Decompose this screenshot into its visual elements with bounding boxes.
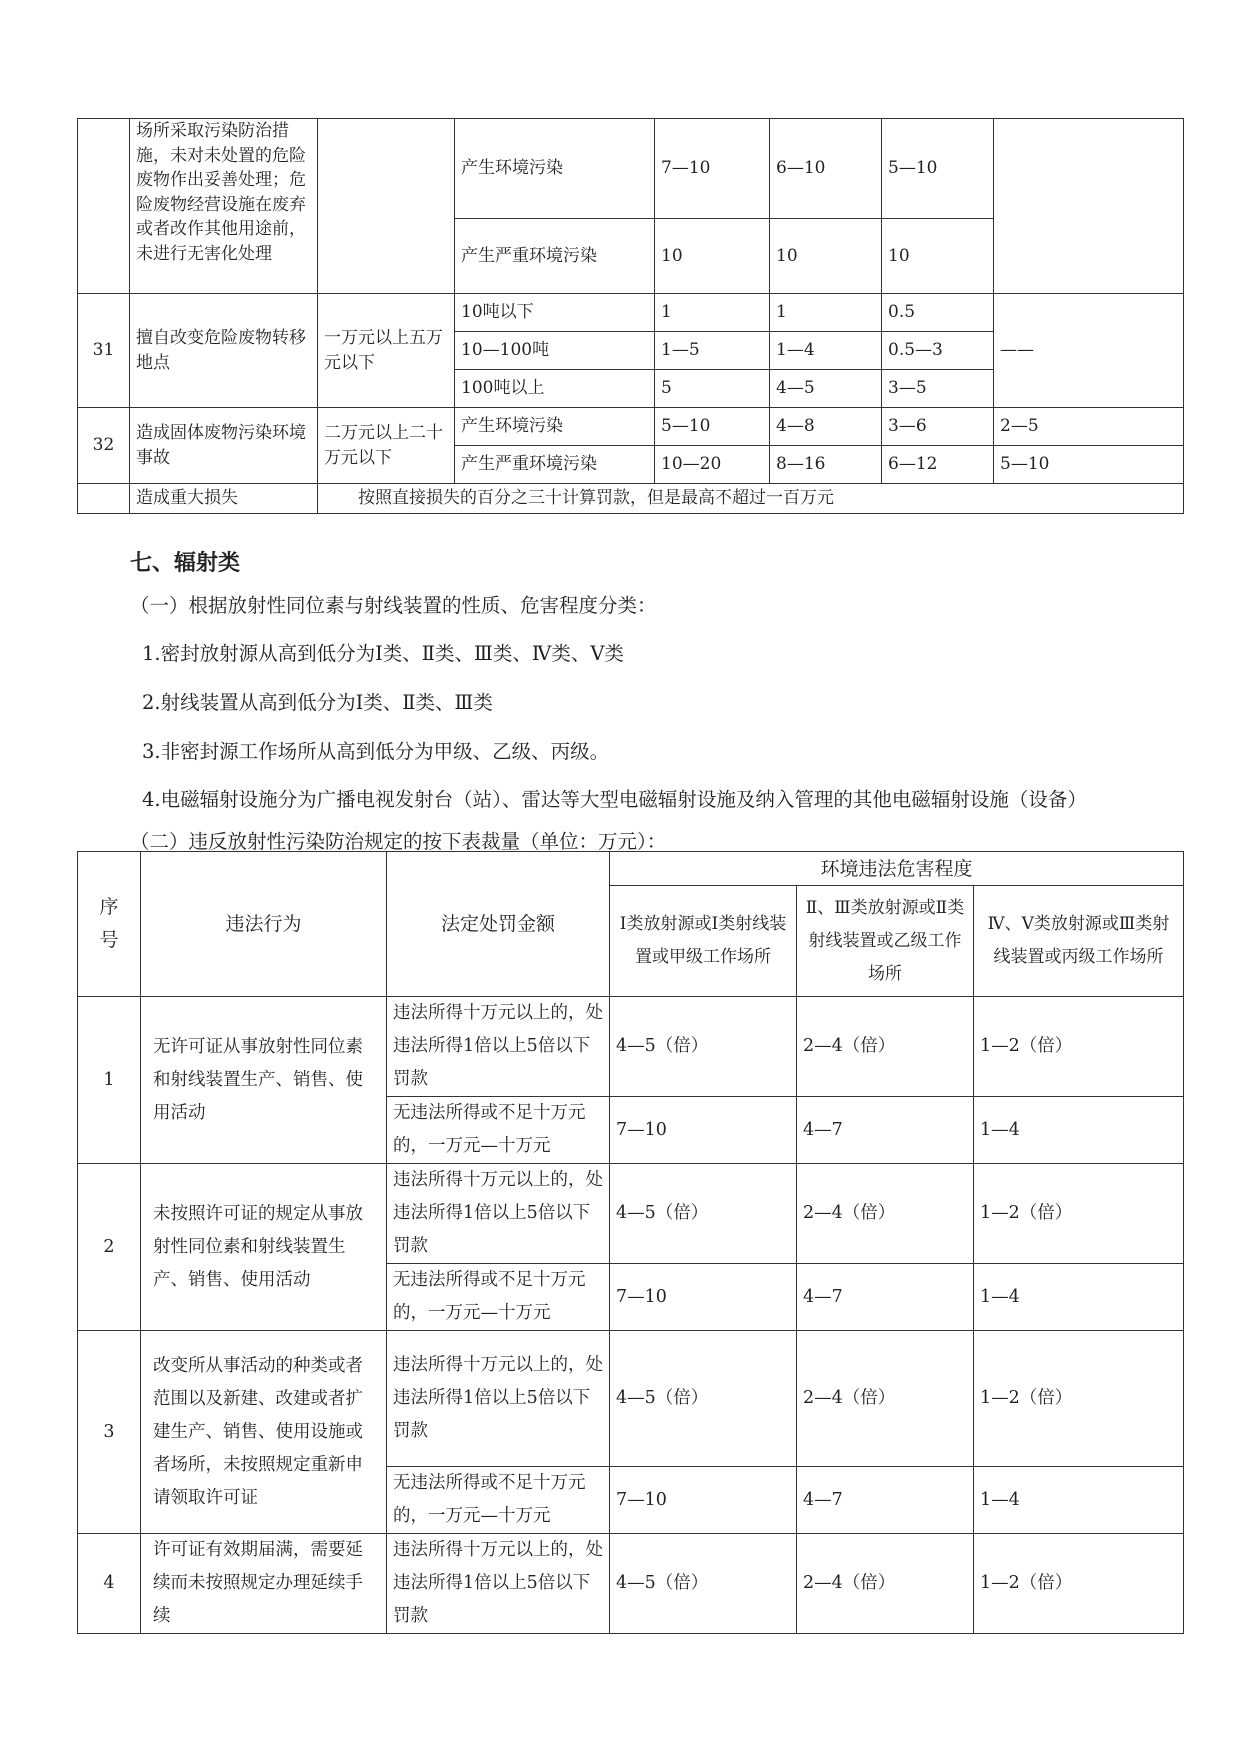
amount-cell: [318, 119, 455, 294]
classification-item: 4.电磁辐射设施分为广播电视发射台（站）、雷达等大型电磁辐射设施及纳入管理的其他电磁辐射设施（设备）: [142, 788, 1087, 811]
value-cell: 1—4: [974, 1264, 1184, 1331]
value-cell: 7—10: [610, 1264, 797, 1331]
value-cell: 7—10: [610, 1467, 797, 1534]
value-cell: 4—5（倍）: [610, 1331, 797, 1467]
condition-cell: 10—100吨: [455, 332, 655, 370]
value-cell: 0.5: [882, 294, 994, 332]
row-number-cell: 2: [78, 1164, 141, 1331]
header-behavior: 违法行为: [141, 852, 387, 997]
value-cell: 10: [655, 219, 770, 294]
row-number-cell: 31: [78, 294, 130, 408]
behavior-cell: 无许可证从事放射性同位素和射线装置生产、销售、使用活动: [141, 997, 387, 1164]
value-cell: 1: [655, 294, 770, 332]
classification-item: 2.射线装置从高到低分为Ⅰ类、Ⅱ类、Ⅲ类: [142, 691, 493, 714]
value-cell: 3—5: [882, 370, 994, 408]
empty-cell: [994, 119, 1184, 294]
value-cell: 4—5（倍）: [610, 997, 797, 1097]
value-cell: 1—4: [974, 1467, 1184, 1534]
value-cell: 1—2（倍）: [974, 1534, 1184, 1634]
header-num: 序号: [78, 852, 141, 997]
table-intro: （二）违反放射性污染防治规定的按下表裁量（单位：万元）：: [130, 830, 667, 853]
table-row: [78, 1331, 1184, 1467]
table-row: [78, 997, 1184, 1097]
table-row: [78, 119, 1184, 219]
amount-cell: 违法所得十万元以上的，处违法所得1倍以上5倍以下罚款: [387, 1534, 610, 1634]
table-header-row: [78, 852, 1184, 886]
row-number-cell: [78, 484, 130, 514]
behavior-cell: 场所采取污染防治措施，未对未处置的危险废物作出妥善处理；危险废物经营设施在废弃或者改作其他用途前，未进行无害化处理: [130, 119, 318, 294]
behavior-cell: 擅自改变危险废物转移地点: [130, 294, 318, 408]
condition-cell: 产生严重环境污染: [455, 446, 655, 484]
solid-waste-penalty-table: [77, 118, 1184, 514]
condition-cell: 产生环境污染: [455, 408, 655, 446]
behavior-cell: 未按照许可证的规定从事放射性同位素和射线装置生产、销售、使用活动: [141, 1164, 387, 1331]
value-cell: 1—4: [770, 332, 882, 370]
classification-intro: （一）根据放射性同位素与射线装置的性质、危害程度分类：: [130, 594, 657, 617]
value-cell: 6—12: [882, 446, 994, 484]
amount-cell: 二万元以上二十万元以下: [318, 408, 455, 484]
table-row: [78, 294, 1184, 332]
value-cell: 0.5—3: [882, 332, 994, 370]
value-cell: 2—4（倍）: [797, 1164, 974, 1264]
behavior-cell: 改变所从事活动的种类或者范围以及新建、改建或者扩建生产、销售、使用设施或者场所，未按照规定重新申请领取许可证: [141, 1331, 387, 1534]
header-col1: Ⅰ类放射源或Ⅰ类射线装置或甲级工作场所: [610, 886, 797, 997]
table-row: [78, 408, 1184, 446]
value-cell: 1—2（倍）: [974, 997, 1184, 1097]
value-cell: 7—10: [610, 1097, 797, 1164]
value-cell: 10—20: [655, 446, 770, 484]
value-cell: 4—8: [770, 408, 882, 446]
amount-cell: 一万元以上五万元以下: [318, 294, 455, 408]
value-cell: 4—7: [797, 1264, 974, 1331]
value-cell: 6—10: [770, 119, 882, 219]
value-cell: 5: [655, 370, 770, 408]
value-cell: 2—5: [994, 408, 1184, 446]
value-cell: 5—10: [655, 408, 770, 446]
value-cell: 10: [770, 219, 882, 294]
condition-cell: 10吨以下: [455, 294, 655, 332]
classification-item: 3.非密封源工作场所从高到低分为甲级、乙级、丙级。: [142, 740, 610, 763]
header-amount: 法定处罚金额: [387, 852, 610, 997]
table-row: [78, 1534, 1184, 1634]
amount-cell: 违法所得十万元以上的，处违法所得1倍以上5倍以下罚款: [387, 1331, 610, 1467]
header-degree: 环境违法危害程度: [610, 852, 1184, 886]
behavior-cell: 造成固体废物污染环境事故: [130, 408, 318, 484]
value-cell: 5—10: [882, 119, 994, 219]
behavior-cell: 许可证有效期届满，需要延续而未按照规定办理延续手续: [141, 1534, 387, 1634]
value-cell: 1: [770, 294, 882, 332]
value-cell: 1—5: [655, 332, 770, 370]
value-cell: 3—6: [882, 408, 994, 446]
value-cell: 10: [882, 219, 994, 294]
value-cell: 1—4: [974, 1097, 1184, 1164]
value-cell: 2—4（倍）: [797, 1331, 974, 1467]
classification-item: 1.密封放射源从高到低分为Ⅰ类、Ⅱ类、Ⅲ类、Ⅳ类、Ⅴ类: [142, 642, 624, 665]
value-cell: 1—2（倍）: [974, 1331, 1184, 1467]
amount-cell: 违法所得十万元以上的，处违法所得1倍以上5倍以下罚款: [387, 997, 610, 1097]
section-heading: 七、辐射类: [130, 551, 241, 576]
row-number-cell: 3: [78, 1331, 141, 1534]
condition-cell: 100吨以上: [455, 370, 655, 408]
value-cell: 5—10: [994, 446, 1184, 484]
amount-cell: 无违法所得或不足十万元的，一万元—十万元: [387, 1264, 610, 1331]
table-row: [78, 1164, 1184, 1264]
radiation-penalty-table: [77, 851, 1184, 1634]
row-number-cell: 32: [78, 408, 130, 484]
penalty-note-cell: 按照直接损失的百分之三十计算罚款，但是最高不超过一百万元: [318, 484, 1184, 514]
header-col3: Ⅳ、Ⅴ类放射源或Ⅲ类射线装置或丙级工作场所: [974, 886, 1184, 997]
value-cell: ——: [994, 294, 1184, 408]
value-cell: 2—4（倍）: [797, 997, 974, 1097]
value-cell: 7—10: [655, 119, 770, 219]
condition-cell: 产生环境污染: [455, 119, 655, 219]
value-cell: 4—5（倍）: [610, 1534, 797, 1634]
value-cell: 4—5: [770, 370, 882, 408]
condition-cell: 产生严重环境污染: [455, 219, 655, 294]
value-cell: 1—2（倍）: [974, 1164, 1184, 1264]
value-cell: 4—7: [797, 1467, 974, 1534]
value-cell: 4—7: [797, 1097, 974, 1164]
value-cell: 2—4（倍）: [797, 1534, 974, 1634]
table-row: [78, 484, 1184, 514]
row-number-cell: [78, 119, 130, 294]
row-number-cell: 4: [78, 1534, 141, 1634]
value-cell: 4—5（倍）: [610, 1164, 797, 1264]
row-number-cell: 1: [78, 997, 141, 1164]
value-cell: 8—16: [770, 446, 882, 484]
header-col2: Ⅱ、Ⅲ类放射源或Ⅱ类射线装置或乙级工作场所: [797, 886, 974, 997]
behavior-cell: 造成重大损失: [130, 484, 318, 514]
amount-cell: 违法所得十万元以上的，处违法所得1倍以上5倍以下罚款: [387, 1164, 610, 1264]
amount-cell: 无违法所得或不足十万元的，一万元—十万元: [387, 1097, 610, 1164]
amount-cell: 无违法所得或不足十万元的，一万元—十万元: [387, 1467, 610, 1534]
